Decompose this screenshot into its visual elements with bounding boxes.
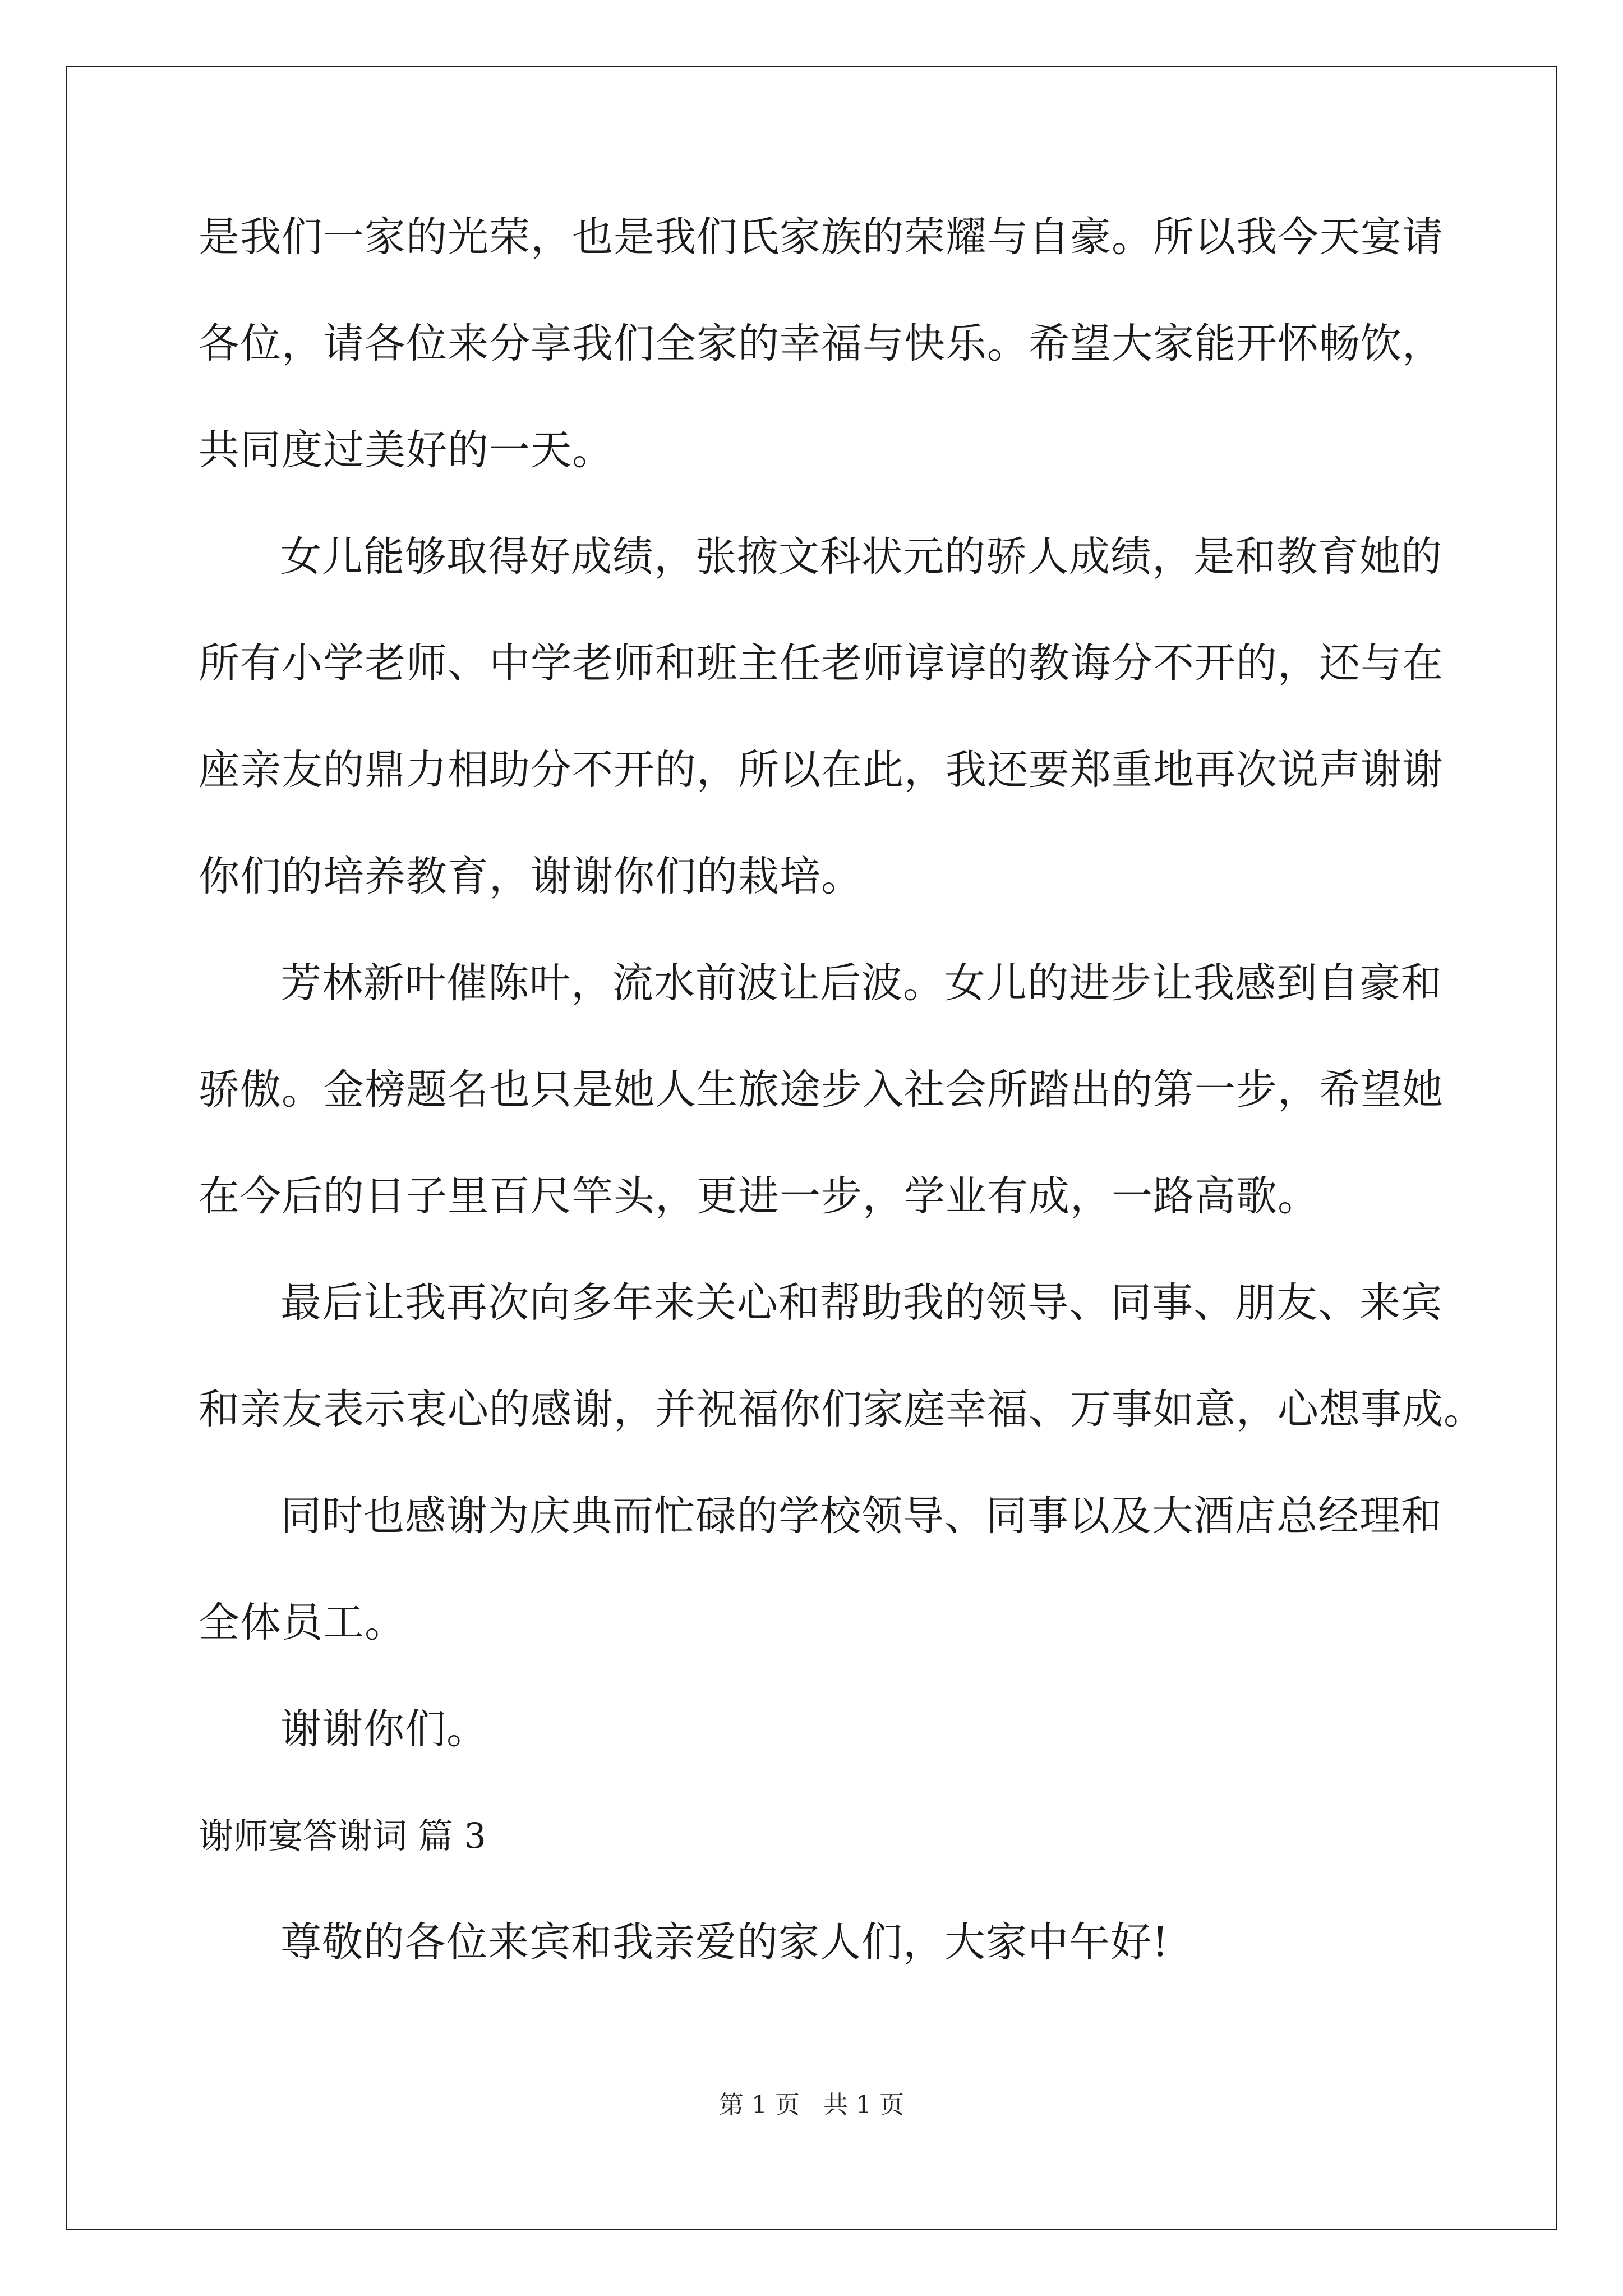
section-heading: 谢师宴答谢词 篇 3 [199, 1815, 486, 1856]
text-line: 各位，请各位来分享我们全家的幸福与快乐。希望大家能开怀畅饮， [199, 320, 1444, 367]
paragraph-start-line: 尊敬的各位来宾和我亲爱的家人们，大家中午好! [280, 1918, 1169, 1966]
text-line: 全体员工。 [199, 1599, 406, 1646]
text-line: 在今后的日子里百尺竿头，更进一步，学业有成，一路高歌。 [199, 1172, 1319, 1220]
document-body [199, 213, 1485, 2025]
paragraph-start-line: 同时也感谢为庆典而忙碌的学校领导、同事以及大酒店总经理和 [280, 1492, 1442, 1540]
page-total: 共 1 页 [823, 2091, 904, 2119]
text-line: 是我们一家的光荣，也是我们氏家族的荣耀与自豪。所以我今天宴请 [199, 213, 1444, 261]
paragraph-start-line: 谢谢你们。 [280, 1705, 488, 1753]
page-footer [0, 2091, 1623, 2119]
paragraph-start-line: 最后让我再次向多年来关心和帮助我的领导、同事、朋友、来宾 [280, 1279, 1442, 1327]
paragraph-start-line: 芳林新叶催陈叶，流水前波让后波。女儿的进步让我感到自豪和 [280, 959, 1442, 1007]
text-line: 和亲友表示衷心的感谢，并祝福你们家庭幸福、万事如意，心想事成。 [199, 1386, 1485, 1433]
paragraph-start-line: 女儿能够取得好成绩，张掖文科状元的骄人成绩，是和教育她的 [280, 533, 1442, 581]
text-line: 你们的培养教育，谢谢你们的栽培。 [199, 853, 863, 900]
text-line: 共同度过美好的一天。 [199, 426, 614, 474]
text-line: 座亲友的鼎力相助分不开的，所以在此，我还要郑重地再次说声谢谢 [199, 746, 1444, 794]
text-line: 骄傲。金榜题名也只是她人生旅途步入社会所踏出的第一步，希望她 [199, 1066, 1444, 1114]
page-number: 第 1 页 [719, 2091, 800, 2119]
text-line: 所有小学老师、中学老师和班主任老师谆谆的教诲分不开的，还与在 [199, 639, 1444, 687]
